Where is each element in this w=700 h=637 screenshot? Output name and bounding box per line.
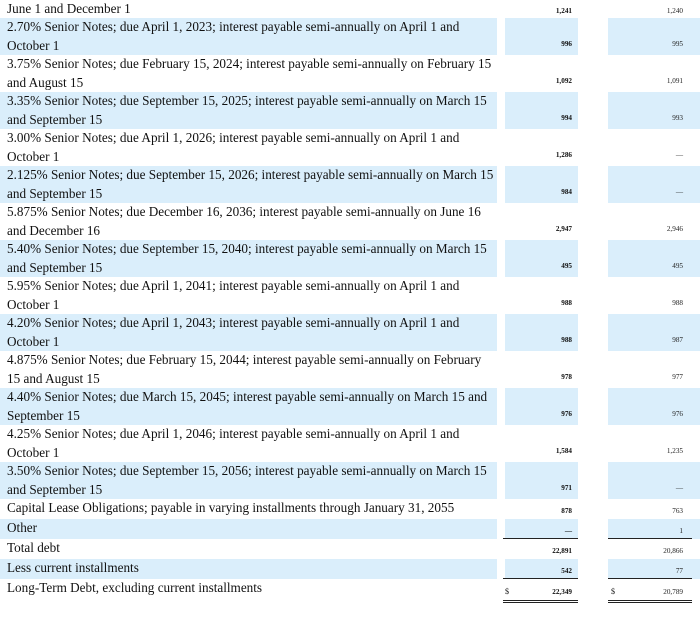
value-current-year: 988 xyxy=(561,336,572,344)
column-gap xyxy=(497,388,505,425)
value-prior-year: 1 xyxy=(679,527,683,535)
value-prior-year: 495 xyxy=(672,262,683,270)
value-prior-year: 993 xyxy=(672,114,683,122)
table-row xyxy=(0,55,700,92)
value-prior-year: 2,946 xyxy=(666,225,683,233)
row-description: Capital Lease Obligations; payable in varying installments through January 31, 2055 xyxy=(7,500,455,515)
row-description: 4.875% Senior Notes; due February 15, 2044; interest payable semi-annually on February 15 and August 15 xyxy=(7,352,482,386)
table-row xyxy=(0,92,700,129)
row-description: 3.75% Senior Notes; due February 15, 2024; interest payable semi-annually on February 15 and August 15 xyxy=(7,56,492,90)
column-gap xyxy=(497,92,505,129)
table-row xyxy=(0,499,700,519)
table-row xyxy=(0,18,700,55)
value-current-year: 2,947 xyxy=(555,225,572,233)
table-row xyxy=(0,519,700,539)
total-rule xyxy=(503,602,578,603)
column-gap xyxy=(497,519,505,539)
value-current-year: 984 xyxy=(561,188,572,196)
row-description: Total debt xyxy=(7,540,60,555)
table-row xyxy=(0,314,700,351)
table-row xyxy=(0,462,700,499)
value-current-year: 988 xyxy=(561,299,572,307)
column-gap xyxy=(497,314,505,351)
table-row xyxy=(0,425,700,462)
column-gap xyxy=(578,388,608,425)
value-current-year: 1,584 xyxy=(555,447,572,455)
column-gap xyxy=(578,519,608,539)
row-description: 5.40% Senior Notes; due September 15, 2040; interest payable semi-annually on March 15 and September 15 xyxy=(7,241,487,275)
row-description: June 1 and December 1 xyxy=(7,1,131,16)
column-gap xyxy=(578,240,608,277)
row-description: Other xyxy=(7,520,38,535)
value-prior-year: — xyxy=(675,188,683,196)
table-row xyxy=(0,166,700,203)
column-gap xyxy=(497,462,505,499)
row-description: 4.40% Senior Notes; due March 15, 2045; interest payable semi-annually on March 15 and September 15 xyxy=(7,389,488,423)
value-current-year: 971 xyxy=(561,484,572,492)
table-row xyxy=(0,539,700,559)
currency-symbol-prior: $ xyxy=(611,587,615,596)
table-row xyxy=(0,277,700,314)
column-gap xyxy=(497,18,505,55)
table-row xyxy=(0,0,700,18)
table-row xyxy=(0,240,700,277)
table-row xyxy=(0,579,700,603)
value-prior-year: 977 xyxy=(672,373,683,381)
value-prior-year: 77 xyxy=(675,567,683,575)
column-gap xyxy=(578,166,608,203)
value-current-year: — xyxy=(564,527,572,535)
value-prior-year: 1,235 xyxy=(666,447,683,455)
column-gap xyxy=(578,462,608,499)
value-current-year: 542 xyxy=(561,567,572,575)
column-gap xyxy=(578,18,608,55)
value-current-year: 994 xyxy=(561,114,572,122)
table-row xyxy=(0,388,700,425)
table-row xyxy=(0,351,700,388)
row-description: 5.875% Senior Notes; due December 16, 2036; interest payable semi-annually on June 16 and December 16 xyxy=(7,204,481,238)
column-gap xyxy=(578,559,608,579)
column-gap xyxy=(497,166,505,203)
value-prior-year: 20,789 xyxy=(663,588,683,596)
table-row xyxy=(0,129,700,166)
total-rule xyxy=(608,600,692,601)
value-prior-year: — xyxy=(675,151,683,159)
table-row xyxy=(0,559,700,579)
value-current-year: 878 xyxy=(561,507,572,515)
column-gap xyxy=(497,240,505,277)
row-description: 2.70% Senior Notes; due April 1, 2023; interest payable semi-annually on April 1 and October 1 xyxy=(7,19,460,53)
value-current-year: 978 xyxy=(561,373,572,381)
value-prior-year: 987 xyxy=(672,336,683,344)
value-prior-year: 1,240 xyxy=(666,7,683,15)
value-prior-year: 988 xyxy=(672,299,683,307)
value-prior-year: 20,866 xyxy=(663,547,683,555)
row-description: 3.00% Senior Notes; due April 1, 2026; interest payable semi-annually on April 1 and October 1 xyxy=(7,130,460,164)
value-prior-year: 1,091 xyxy=(666,77,683,85)
table-row xyxy=(0,203,700,240)
total-rule xyxy=(503,600,578,601)
value-current-year: 1,286 xyxy=(555,151,572,159)
row-description: 3.50% Senior Notes; due September 15, 2056; interest payable semi-annually on March 15 and September 15 xyxy=(7,463,487,497)
column-gap xyxy=(578,314,608,351)
row-description: Less current installments xyxy=(7,560,139,575)
value-prior-year: — xyxy=(675,484,683,492)
value-prior-year: 976 xyxy=(672,410,683,418)
row-description: 3.35% Senior Notes; due September 15, 2025; interest payable semi-annually on March 15 and September 15 xyxy=(7,93,487,127)
row-description: 2.125% Senior Notes; due September 15, 2026; interest payable semi-annually on March 15 and September 15 xyxy=(7,167,494,201)
row-description: 4.25% Senior Notes; due April 1, 2046; interest payable semi-annually on April 1 and October 1 xyxy=(7,426,460,460)
row-description: 5.95% Senior Notes; due April 1, 2041; interest payable semi-annually on April 1 and October 1 xyxy=(7,278,460,312)
value-current-year: 996 xyxy=(561,40,572,48)
column-gap xyxy=(497,559,505,579)
value-current-year: 1,241 xyxy=(555,7,572,15)
row-description: 4.20% Senior Notes; due April 1, 2043; interest payable semi-annually on April 1 and October 1 xyxy=(7,315,460,349)
value-current-year: 495 xyxy=(561,262,572,270)
currency-symbol-current: $ xyxy=(505,587,509,596)
value-current-year: 22,349 xyxy=(552,588,572,596)
row-description: Long-Term Debt, excluding current installments xyxy=(7,580,263,595)
column-gap xyxy=(578,92,608,129)
value-prior-year: 995 xyxy=(672,40,683,48)
value-prior-year: 763 xyxy=(672,507,683,515)
value-current-year: 22,891 xyxy=(552,547,572,555)
value-current-year: 1,092 xyxy=(555,77,572,85)
total-rule xyxy=(608,602,692,603)
value-current-year: 976 xyxy=(561,410,572,418)
